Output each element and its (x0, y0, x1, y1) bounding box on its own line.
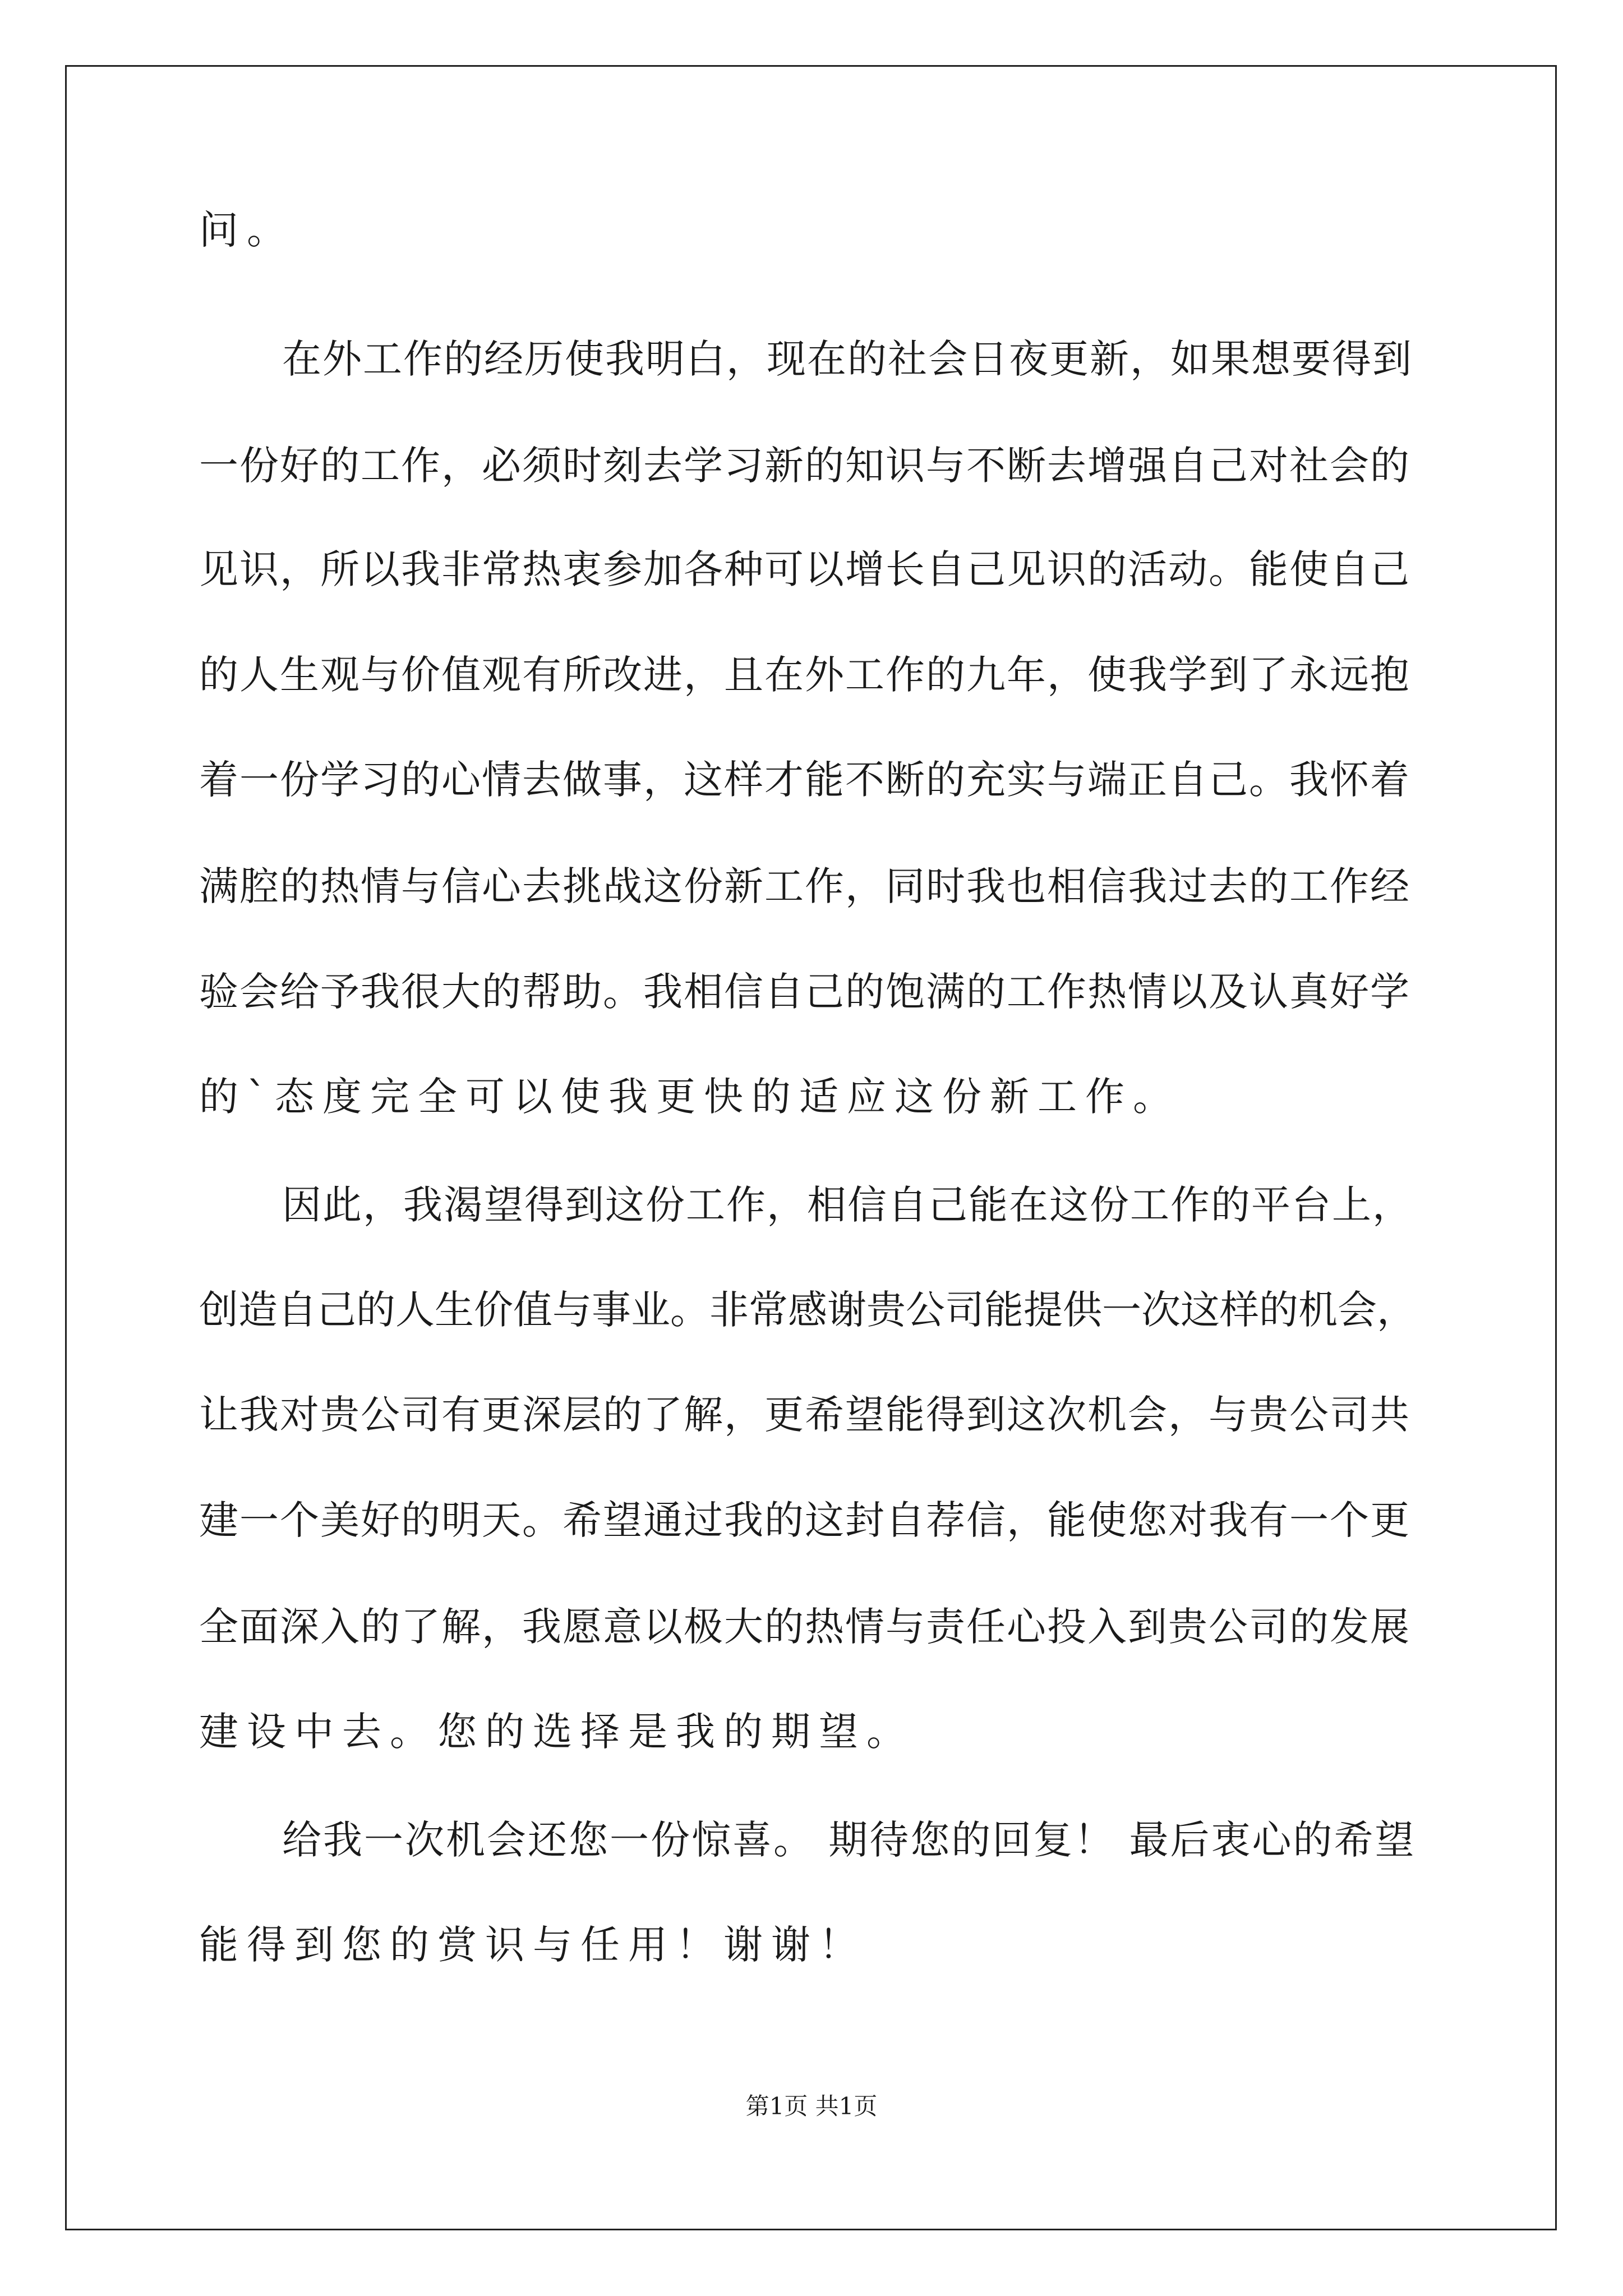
text-line: 创造自己的人生价值与事业。非常感谢贵公司能提供一次这样的机会， (199, 1287, 1416, 1333)
text-line: 让我对贵公司有更深层的了解，更希望能得到这次机会，与贵公司共 (199, 1392, 1410, 1438)
text-line: 建设中去。您的选择是我的期望。 (199, 1709, 914, 1755)
text-line: 能得到您的赏识与任用！谢谢！ (199, 1922, 866, 1968)
page-number-footer: 第1页 共1页 (745, 2092, 878, 2120)
text-line: 因此，我渴望得到这份工作，相信自己能在这份工作的平台上， (282, 1182, 1413, 1228)
text-line: 的`态度完全可以使我更快的适应这份新工作。 (199, 1074, 1181, 1120)
text-line: 全面深入的了解，我愿意以极大的热情与责任心投入到贵公司的发展 (199, 1604, 1410, 1650)
text-line: 满腔的热情与信心去挑战这份新工作，同时我也相信我过去的工作经 (199, 863, 1410, 909)
text-line: 的人生观与价值观有所改进，且在外工作的九年，使我学到了永远抱 (199, 652, 1410, 698)
text-line: 问。 (199, 207, 294, 253)
page-border (65, 65, 1557, 2230)
text-line: 给我一次机会还您一份惊喜。 期待您的回复！ 最后衷心的希望 (282, 1817, 1416, 1863)
text-line: 见识，所以我非常热衷参加各种可以增长自己见识的活动。能使自己 (199, 546, 1410, 592)
text-line: 建一个美好的明天。希望通过我的这封自荐信，能使您对我有一个更 (199, 1497, 1410, 1543)
text-line: 一份好的工作，必须时刻去学习新的知识与不断去增强自己对社会的 (199, 443, 1410, 489)
text-line: 着一份学习的心情去做事，这样才能不断的充实与端正自己。我怀着 (199, 757, 1410, 803)
text-line: 在外工作的经历使我明白，现在的社会日夜更新，如果想要得到 (282, 336, 1413, 382)
text-line: 验会给予我很大的帮助。我相信自己的饱满的工作热情以及认真好学 (199, 969, 1410, 1015)
